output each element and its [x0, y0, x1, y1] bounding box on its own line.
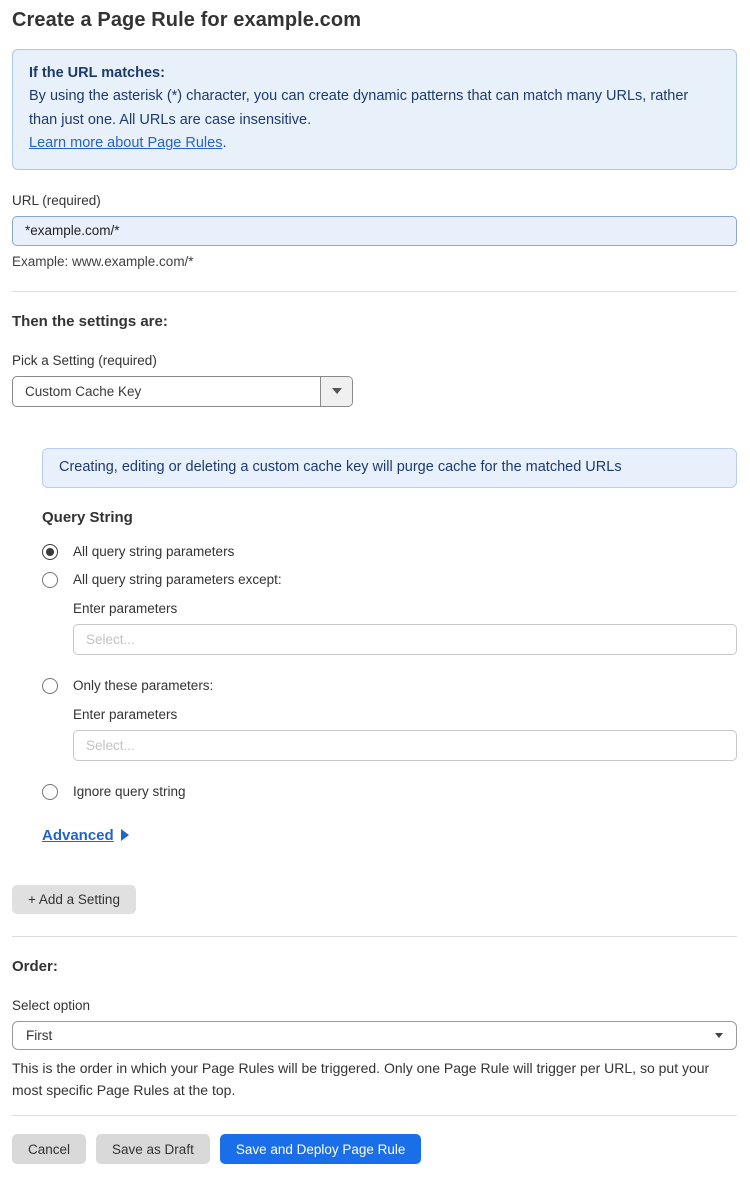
- setting-picker-value: Custom Cache Key: [25, 383, 142, 399]
- info-box-heading: If the URL matches:: [29, 65, 165, 81]
- chevron-down-icon: [332, 388, 342, 394]
- learn-more-link[interactable]: Learn more about Page Rules: [29, 135, 223, 152]
- info-box-body: By using the asterisk (*) character, you can create dynamic patterns that can match many URLs, rather than just one. All URLs are case insensitive.: [29, 88, 689, 128]
- radio-label: All query string parameters except:: [73, 572, 282, 587]
- radio-option-ignore-query-string[interactable]: [42, 784, 737, 800]
- setting-picker-caret-button[interactable]: [320, 377, 352, 406]
- url-input[interactable]: [12, 216, 737, 246]
- enter-parameters-label: Enter parameters: [73, 600, 178, 616]
- order-select-dropdown[interactable]: [12, 1021, 737, 1050]
- purge-cache-notice: Creating, editing or deleting a custom cache key will purge cache for the matched URLs: [42, 448, 737, 488]
- advanced-toggle[interactable]: [42, 827, 129, 844]
- settings-heading: Then the settings are:: [12, 312, 168, 330]
- setting-picker-label: Pick a Setting (required): [12, 352, 157, 368]
- radio-option-all-parameters[interactable]: [42, 544, 737, 560]
- order-select-value: First: [26, 1027, 53, 1043]
- url-example-hint: Example: www.example.com/*: [12, 253, 194, 269]
- url-field-label: URL (required): [12, 192, 101, 208]
- divider: [12, 936, 737, 937]
- url-match-info-box: [12, 49, 737, 170]
- info-box-link-row: [29, 132, 720, 155]
- radio-button[interactable]: [42, 784, 58, 800]
- radio-button[interactable]: [42, 572, 58, 588]
- advanced-link[interactable]: Advanced: [42, 826, 114, 844]
- only-parameters-input[interactable]: [73, 730, 737, 761]
- save-and-deploy-button[interactable]: Save and Deploy Page Rule: [220, 1134, 422, 1164]
- page-title: Create a Page Rule for example.com: [12, 9, 362, 31]
- divider: [12, 1115, 737, 1116]
- radio-label: All query string parameters: [73, 544, 235, 559]
- link-suffix: .: [222, 135, 227, 152]
- radio-option-only-these[interactable]: [42, 678, 737, 694]
- footer-actions: [12, 1134, 737, 1164]
- save-as-draft-button[interactable]: Save as Draft: [96, 1134, 210, 1164]
- add-setting-button[interactable]: + Add a Setting: [12, 885, 136, 914]
- query-string-heading: Query String: [42, 508, 133, 526]
- order-select-label: Select option: [12, 997, 91, 1013]
- custom-cache-key-section: [42, 448, 737, 845]
- order-help-text: This is the order in which your Page Rules will be triggered. Only one Page Rule will trigger per URL, so put your most specific Page Rules at the top.: [12, 1059, 710, 1098]
- except-parameters-input[interactable]: [73, 624, 737, 655]
- radio-label: Only these parameters:: [73, 678, 214, 693]
- radio-option-all-except[interactable]: [42, 572, 737, 588]
- radio-label: Ignore query string: [73, 784, 186, 799]
- radio-button-checked[interactable]: [42, 544, 58, 560]
- order-heading: Order:: [12, 957, 58, 975]
- divider: [12, 291, 737, 292]
- chevron-down-icon: [715, 1033, 723, 1038]
- radio-button[interactable]: [42, 678, 58, 694]
- triangle-right-icon: [121, 829, 129, 841]
- cancel-button[interactable]: Cancel: [12, 1134, 86, 1164]
- enter-parameters-label: Enter parameters: [73, 706, 178, 722]
- setting-picker-dropdown[interactable]: [12, 376, 353, 407]
